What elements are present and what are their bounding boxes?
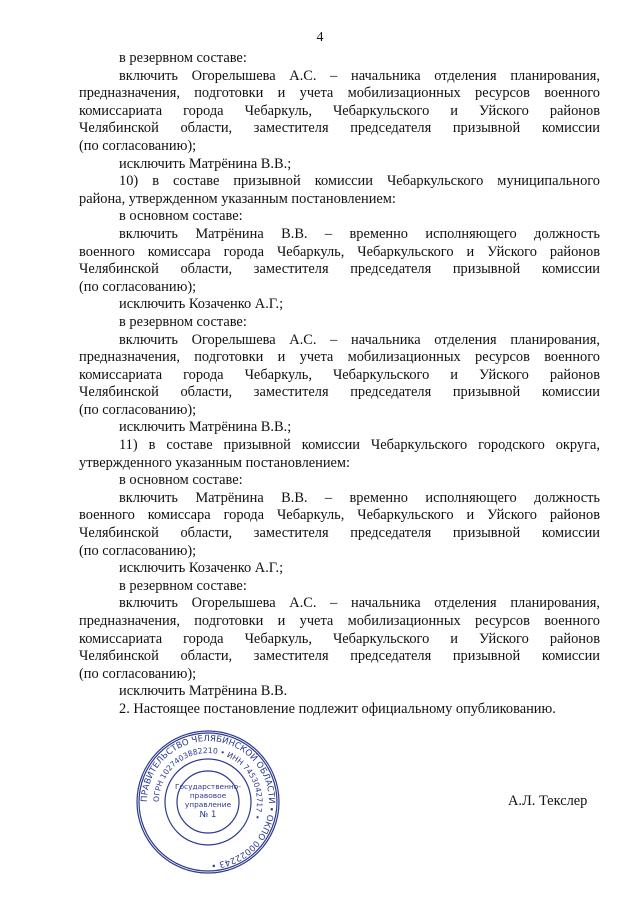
text-line: (по согласованию);: [79, 401, 197, 418]
text-line: исключить Матрёнина В.В.;: [119, 155, 292, 172]
text-line: предназначения, подготовки и учета мобилизационных ресурсов военного: [79, 349, 600, 366]
text-line: Челябинской области, заместителя председателя призывной комиссии: [79, 525, 600, 542]
text-line: в резервном составе:: [119, 313, 247, 330]
text-line: (по согласованию);: [79, 665, 197, 682]
text-line: (по согласованию);: [79, 137, 197, 154]
text-line: 10) в составе призывной комиссии Чебаркульского муниципального: [119, 173, 600, 190]
text-line: Челябинской области, заместителя председателя призывной комиссии: [79, 384, 600, 401]
text-line: (по согласованию);: [79, 278, 197, 295]
page-number: 4: [316, 30, 324, 45]
official-seal: [133, 727, 283, 877]
text-line: военного комиссара города Чебаркуль, Чебаркульского и Уйского районов: [79, 243, 600, 260]
text-line: 11) в составе призывной комиссии Чебаркульского городского округа,: [119, 437, 600, 454]
text-line: 2. Настоящее постановление подлежит официальному опубликованию.: [119, 700, 556, 717]
seal-center-line: № 1: [199, 809, 217, 819]
text-line: утвержденного указанным постановлением:: [79, 454, 351, 471]
text-line: исключить Матрёнина В.В.;: [119, 419, 292, 436]
signature-name: А.Л. Текслер: [508, 793, 588, 809]
seal-center-line: правовое: [189, 791, 227, 800]
text-line: комиссариата города Чебаркуль, Чебаркульского и Уйского районов: [79, 366, 600, 383]
text-line: включить Огорелышева А.С. – начальника отделения планирования,: [119, 595, 600, 612]
text-line: включить Огорелышева А.С. – начальника отделения планирования,: [119, 331, 600, 348]
document-body: [79, 50, 600, 719]
text-line: военного комиссара города Чебаркуль, Чебаркульского и Уйского районов: [79, 507, 600, 524]
text-line: предназначения, подготовки и учета мобилизационных ресурсов военного: [79, 85, 600, 102]
text-line: включить Огорелышева А.С. – начальника отделения планирования,: [119, 67, 600, 84]
text-line: в резервном составе:: [119, 577, 247, 594]
text-line: в основном составе:: [119, 472, 243, 489]
text-line: Челябинской области, заместителя председателя призывной комиссии: [79, 261, 600, 278]
text-line: включить Матрёнина В.В. – временно исполняющего должность: [119, 225, 600, 242]
text-line: комиссариата города Чебаркуль, Чебаркульского и Уйского районов: [79, 102, 600, 119]
text-line: (по согласованию);: [79, 542, 197, 559]
text-line: Челябинской области, заместителя председателя призывной комиссии: [79, 648, 600, 665]
seal-center-line: Государственно-: [175, 782, 241, 791]
text-line: исключить Козаченко А.Г.;: [119, 296, 284, 313]
text-line: в основном составе:: [119, 208, 243, 225]
text-line: в резервном составе:: [119, 50, 247, 66]
seal-center-line: управление: [184, 800, 232, 809]
text-line: комиссариата города Чебаркуль, Чебаркульского и Уйского районов: [79, 630, 600, 647]
seal-inner-text: ОГРН 1027403882210 • ИНН 7453042717 •: [151, 745, 265, 821]
text-line: исключить Матрёнина В.В.: [119, 683, 288, 700]
text-line: района, утвержденном указанным постановлением:: [79, 190, 396, 207]
text-line: включить Матрёнина В.В. – временно исполняющего должность: [119, 489, 600, 506]
text-line: исключить Козаченко А.Г.;: [119, 560, 284, 577]
text-line: предназначения, подготовки и учета мобилизационных ресурсов военного: [79, 613, 600, 629]
text-line: Челябинской области, заместителя председателя призывной комиссии: [79, 120, 600, 137]
seal-outer-text: ПРАВИТЕЛЬСТВО ЧЕЛЯБИНСКОЙ ОБЛАСТИ • ОКПО 00022243 •: [139, 733, 277, 870]
